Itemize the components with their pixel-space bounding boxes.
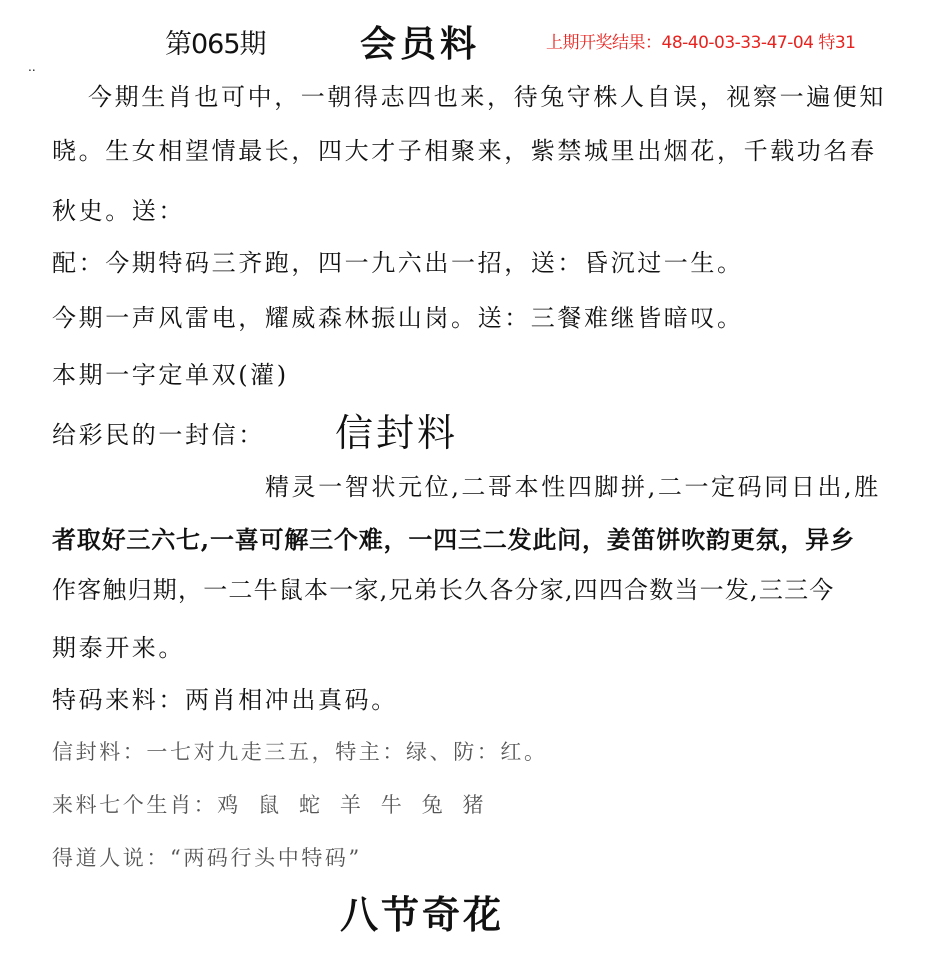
poem-line: 秋史。送：	[52, 197, 185, 225]
zodiac-note: 来料七个生肖：鸡 鼠 蛇 羊 牛 兔 猪	[52, 793, 487, 817]
page-title: 会员料	[360, 23, 481, 65]
special-code-note: 特码来料：两肖相冲出真码。	[52, 686, 398, 714]
letter-line: 作客触归期，一二牛鼠本一家,兄弟长久各分家,四四合数当一发,三三今	[52, 576, 835, 604]
letter-line: 精灵一智状元位,二哥本性四脚拼,二一定码同日出,胜	[265, 473, 881, 501]
scan-marks: ..	[28, 60, 36, 74]
letter-line: 期泰开来。	[52, 634, 185, 662]
poem-line: 晓。生女相望情最长，四大才子相聚来，紫禁城里出烟花，千载功名春	[52, 137, 877, 165]
envelope-note: 信封料：一七对九走三五，特主：绿、防：红。	[52, 740, 548, 764]
single-double-line: 本期一字定单双(灌)	[52, 361, 289, 389]
sage-note: 得道人说：“两码行头中特码”	[52, 846, 362, 870]
letter-title: 信封料	[335, 411, 459, 455]
pei-line: 配：今期特码三齐跑，四一九六出一招，送：昏沉过一生。	[52, 249, 744, 277]
jinqi-line: 今期一声风雷电，耀威森林振山岗。送：三餐难继皆暗叹。	[52, 304, 744, 332]
letter-label: 给彩民的一封信：	[52, 421, 265, 449]
issue-number: 第065期	[165, 29, 266, 60]
letter-line: 者取好三六七,一喜可解三个难，一四三二发此问，姜笛饼吹韵更氛，异乡	[52, 525, 855, 554]
poem-line: 今期生肖也可中，一朝得志四也来，待兔守株人自误，视察一遍便知	[88, 83, 886, 111]
last-draw-result: 上期开奖结果：48-40-03-33-47-04 特31	[546, 33, 856, 53]
footer-title: 八节奇花	[340, 892, 505, 937]
